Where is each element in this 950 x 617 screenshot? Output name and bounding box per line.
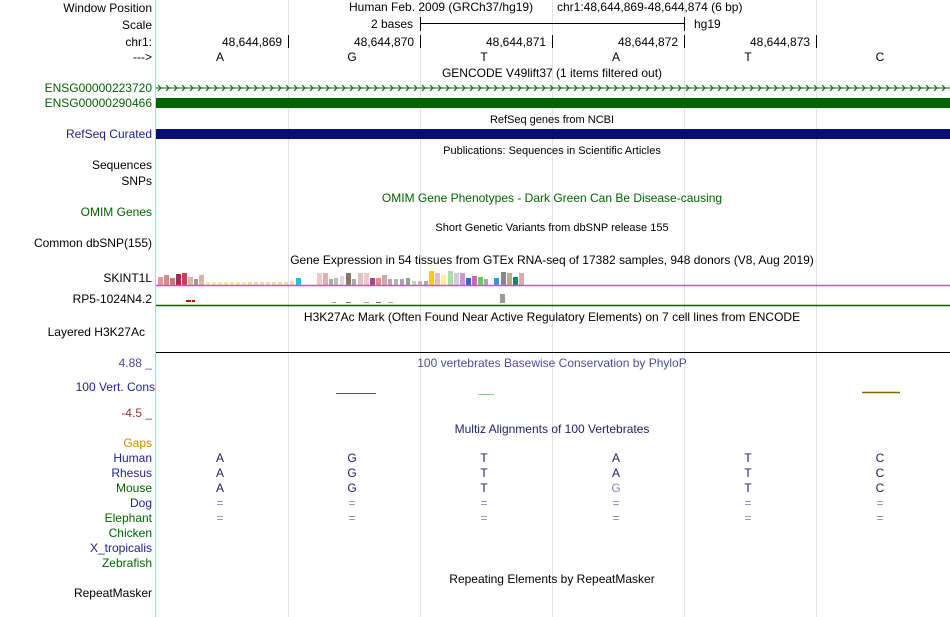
h3k27ac-label[interactable]: Layered H3K27Ac [47, 325, 145, 339]
multiz-title[interactable]: Multiz Alignments of 100 Vertebrates [454, 422, 650, 436]
window-position-label: Window Position [63, 1, 152, 15]
aln-base: C [875, 451, 885, 465]
gaps-label: Gaps [123, 436, 152, 450]
aln-base: T [744, 451, 752, 465]
scale-value: 2 bases [371, 17, 414, 31]
species-label[interactable]: Mouse [115, 481, 152, 495]
gencode-title[interactable]: GENCODE V49lift37 (1 items filtered out) [441, 66, 663, 80]
base-letter: T [744, 50, 752, 64]
aln-base-match: = [744, 511, 752, 525]
aln-base: A [215, 451, 225, 465]
aln-base-match: = [216, 496, 224, 510]
omim-label[interactable]: OMIM Genes [80, 205, 152, 219]
h3k27ac-title[interactable]: H3K27Ac Mark (Often Found Near Active Regulatory Elements) on 7 cell lines from ENCODE [303, 310, 801, 324]
gtex-gene-label[interactable]: SKINT1L [103, 271, 152, 285]
scale-db: hg19 [694, 17, 721, 31]
aln-base: T [480, 481, 488, 495]
coord-tick: 48,644,870 [354, 35, 415, 49]
aln-base: C [875, 481, 885, 495]
tick-mark [684, 35, 685, 48]
refseq-title[interactable]: RefSeq genes from NCBI [489, 114, 615, 126]
aln-base: G [347, 451, 357, 465]
dbsnp-label[interactable]: Common dbSNP(155) [33, 236, 152, 250]
species-label[interactable]: Zebrafish [101, 556, 152, 570]
scale-bar [420, 17, 685, 31]
species-label[interactable]: Elephant [104, 511, 152, 525]
assembly-text[interactable]: Human Feb. 2009 (GRCh37/hg19) [349, 0, 534, 14]
phylop-title[interactable]: 100 vertebrates Basewise Conservation by PhyloP [417, 356, 687, 370]
tick-mark [816, 35, 817, 48]
aln-base-match: = [612, 511, 620, 525]
coord-tick: 48,644,872 [618, 35, 679, 49]
coord-tick: 48,644,871 [486, 35, 547, 49]
coord-tick: 48,644,869 [222, 35, 283, 49]
tick-mark [420, 35, 421, 48]
strand-arrow: ---> [133, 50, 152, 64]
base-letter: A [611, 50, 621, 64]
tick-mark [552, 35, 553, 48]
gtex-expression-track[interactable] [156, 268, 950, 308]
aln-base: G [347, 481, 357, 495]
aln-base: T [480, 466, 488, 480]
tick-mark [288, 35, 289, 48]
species-label[interactable]: Dog [129, 496, 152, 510]
aln-base: T [744, 481, 752, 495]
repeatmasker-label[interactable]: RepeatMasker [73, 586, 152, 600]
aln-base: T [744, 466, 752, 480]
gtex-gene-label[interactable]: RP5-1024N4.2 [72, 292, 152, 306]
gencode-gene-label[interactable]: ENSG00000223720 [44, 81, 152, 95]
coord-tick: 48,644,873 [750, 35, 811, 49]
base-letter: G [347, 50, 357, 64]
base-letter: A [215, 50, 225, 64]
base-letter: T [480, 50, 488, 64]
aln-base: A [215, 481, 225, 495]
gencode-gene-label[interactable]: ENSG00000290466 [44, 96, 152, 110]
gencode-gene-bar[interactable] [156, 98, 950, 108]
aln-base-match: = [348, 496, 356, 510]
omim-title[interactable]: OMIM Gene Phenotypes - Dark Green Can Be Disease-causing [381, 191, 723, 205]
aln-base-match: = [612, 496, 620, 510]
aln-base-match: = [744, 496, 752, 510]
aln-base: T [480, 451, 488, 465]
phylop-label[interactable]: 100 Vert. Cons [75, 380, 155, 394]
aln-base: A [215, 466, 225, 480]
publications-title[interactable]: Publications: Sequences in Scientific Articles [443, 145, 661, 157]
aln-base: A [611, 466, 621, 480]
aln-base-match: = [480, 511, 488, 525]
species-label[interactable]: X_tropicalis [89, 541, 152, 555]
aln-base: A [611, 451, 621, 465]
sequences-label[interactable]: Sequences [91, 158, 152, 172]
refseq-gene-bar[interactable] [156, 129, 950, 139]
aln-base-match: = [348, 511, 356, 525]
species-label[interactable]: Rhesus [111, 466, 152, 480]
phylop-marks [156, 388, 950, 400]
aln-base-match: = [216, 511, 224, 525]
snps-label[interactable]: SNPs [121, 174, 152, 188]
gencode-gene-track[interactable] [156, 81, 950, 95]
aln-base-mismatch: G [611, 481, 621, 495]
phylop-track[interactable] [156, 388, 950, 400]
dbsnp-title[interactable]: Short Genetic Variants from dbSNP release 155 [435, 222, 669, 234]
aln-base: G [347, 466, 357, 480]
gtex-bars [156, 268, 950, 308]
phylop-min: -4.5 _ [121, 406, 152, 420]
position-text[interactable]: chr1:48,644,869-48,644,874 (6 bp) [557, 0, 743, 14]
repeatmasker-title[interactable]: Repeating Elements by RepeatMasker [449, 572, 655, 586]
chrom-label: chr1: [125, 35, 152, 49]
aln-base-match: = [876, 511, 884, 525]
scale-label: Scale [121, 18, 152, 32]
phylop-max: 4.88 _ [118, 356, 152, 370]
refseq-label[interactable]: RefSeq Curated [65, 127, 152, 141]
species-label[interactable]: Chicken [108, 526, 152, 540]
h3k27ac-baseline [156, 352, 950, 353]
base-letter: C [875, 50, 885, 64]
species-label[interactable]: Human [113, 451, 152, 465]
aln-base-match: = [876, 496, 884, 510]
gene-strand-arrows [156, 81, 950, 95]
aln-base-match: = [480, 496, 488, 510]
gtex-title[interactable]: Gene Expression in 54 tissues from GTEx RNA-seq of 17382 samples, 948 donors (V8, Aug 2019) [290, 253, 814, 267]
aln-base: C [875, 466, 885, 480]
